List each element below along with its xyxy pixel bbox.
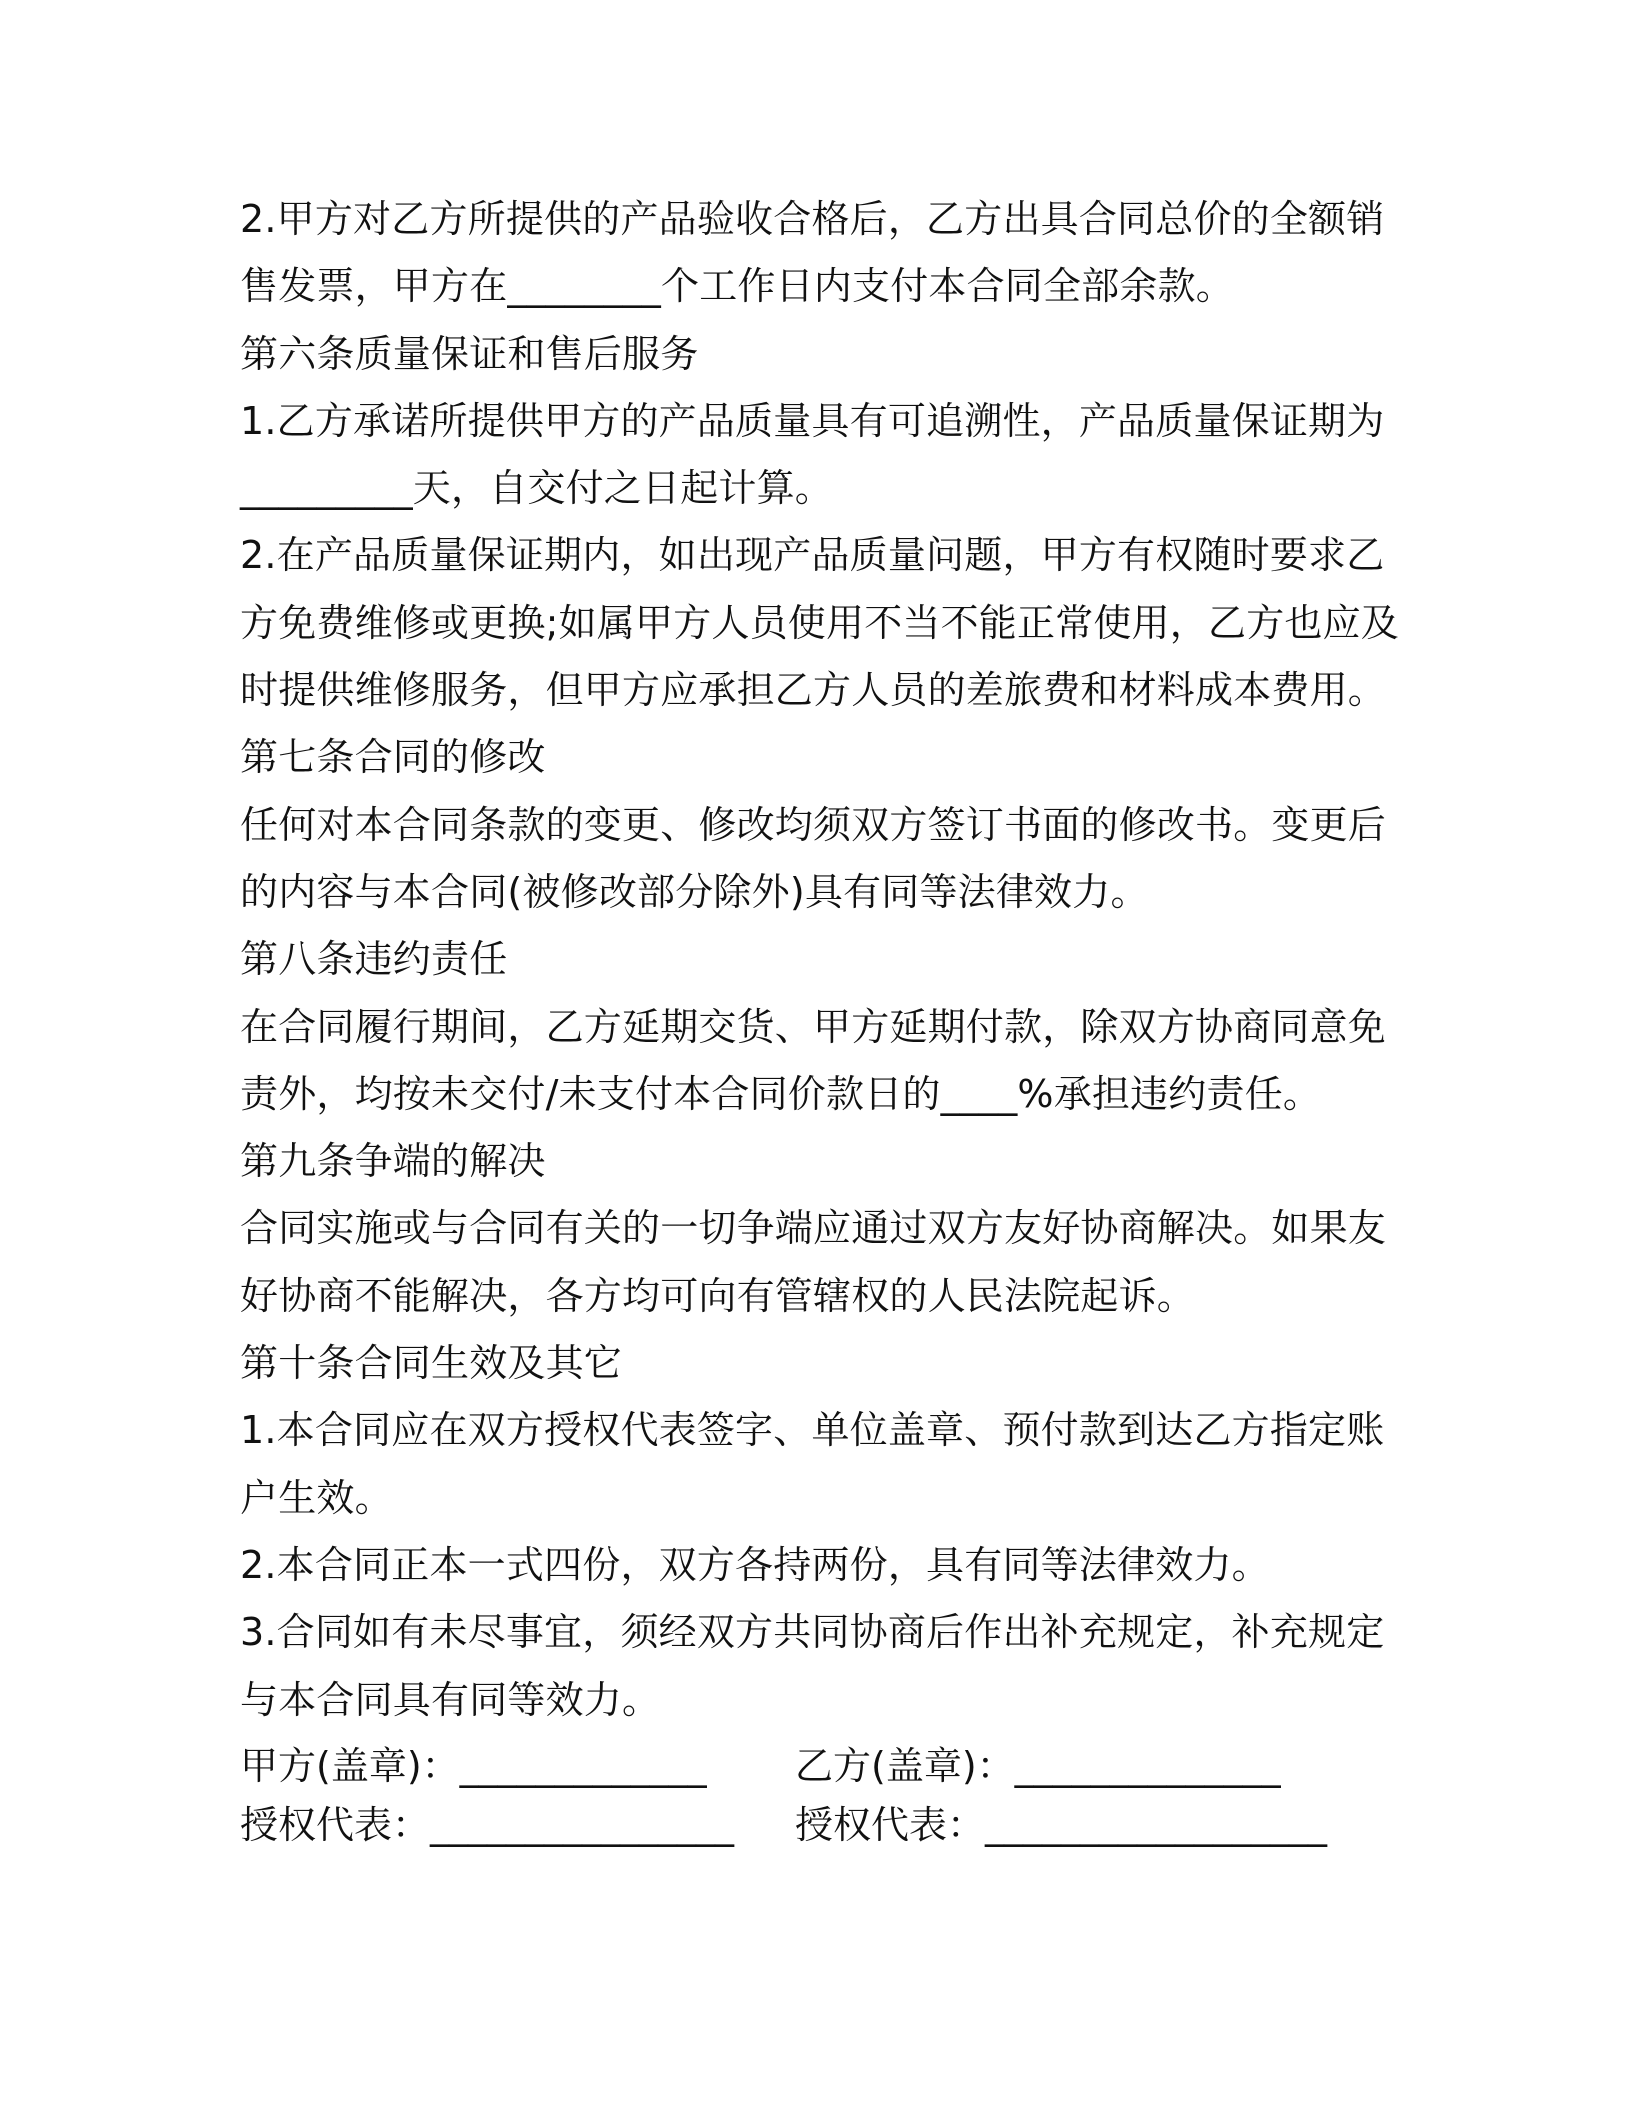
text-line: 售发票，甲方在________个工作日内支付本合同全部余款。 — [240, 264, 1235, 309]
text-line: 1.本合同应在双方授权代表签字、单位盖章、预付款到达乙方指定账 — [240, 1408, 1385, 1453]
text-line: 好协商不能解决，各方均可向有管辖权的人民法院起诉。 — [240, 1273, 1196, 1318]
text-line: 方免费维修或更换;如属甲方人员使用不当不能正常使用，乙方也应及 — [240, 600, 1400, 645]
text-line: 在合同履行期间，乙方延期交货、甲方延期付款，除双方协商同意免 — [240, 1004, 1387, 1049]
text-line: _________天，自交付之日起计算。 — [240, 466, 834, 511]
party-a-seal-line: 甲方(盖章)：_____________ — [240, 1744, 707, 1788]
text-line: 2.甲方对乙方所提供的产品验收合格后，乙方出具合同总价的全额销 — [240, 197, 1385, 241]
section-heading: 第六条质量保证和售后服务 — [240, 331, 699, 376]
text-line: 户生效。 — [240, 1475, 393, 1520]
text-line: 时提供维修服务，但甲方应承担乙方人员的差旅费和材料成本费用。 — [240, 668, 1387, 713]
party-a-representative-line: 授权代表：________________ — [240, 1803, 735, 1847]
text-line: 责外，均按未交付/未支付本合同价款日的____%承担违约责任。 — [240, 1071, 1322, 1116]
text-line: 任何对本合同条款的变更、修改均须双方签订书面的修改书。变更后 — [240, 802, 1387, 847]
text-line: 2.在产品质量保证期内，如出现产品质量问题，甲方有权随时要求乙 — [240, 533, 1385, 578]
party-b-seal-line: 乙方(盖章)：______________ — [795, 1744, 1281, 1788]
party-b-representative-line: 授权代表：__________________ — [795, 1803, 1328, 1847]
text-line: 与本合同具有同等效力。 — [240, 1677, 661, 1722]
text-line: 3.合同如有未尽事宜，须经双方共同协商后作出补充规定，补充规定 — [240, 1610, 1385, 1655]
text-line: 1.乙方承诺所提供甲方的产品质量具有可追溯性，产品质量保证期为 — [240, 398, 1385, 443]
text-line: 合同实施或与合同有关的一切争端应通过双方友好协商解决。如果友 — [240, 1206, 1387, 1251]
text-line: 的内容与本合同(被修改部分除外)具有同等法律效力。 — [240, 869, 1149, 914]
contract-body — [240, 186, 1400, 1734]
section-heading: 第九条争端的解决 — [240, 1139, 546, 1184]
section-heading: 第八条违约责任 — [240, 937, 508, 982]
section-heading: 第七条合同的修改 — [240, 735, 546, 780]
text-line: 2.本合同正本一式四份，双方各持两份，具有同等法律效力。 — [240, 1542, 1270, 1587]
section-heading: 第十条合同生效及其它 — [240, 1341, 623, 1386]
